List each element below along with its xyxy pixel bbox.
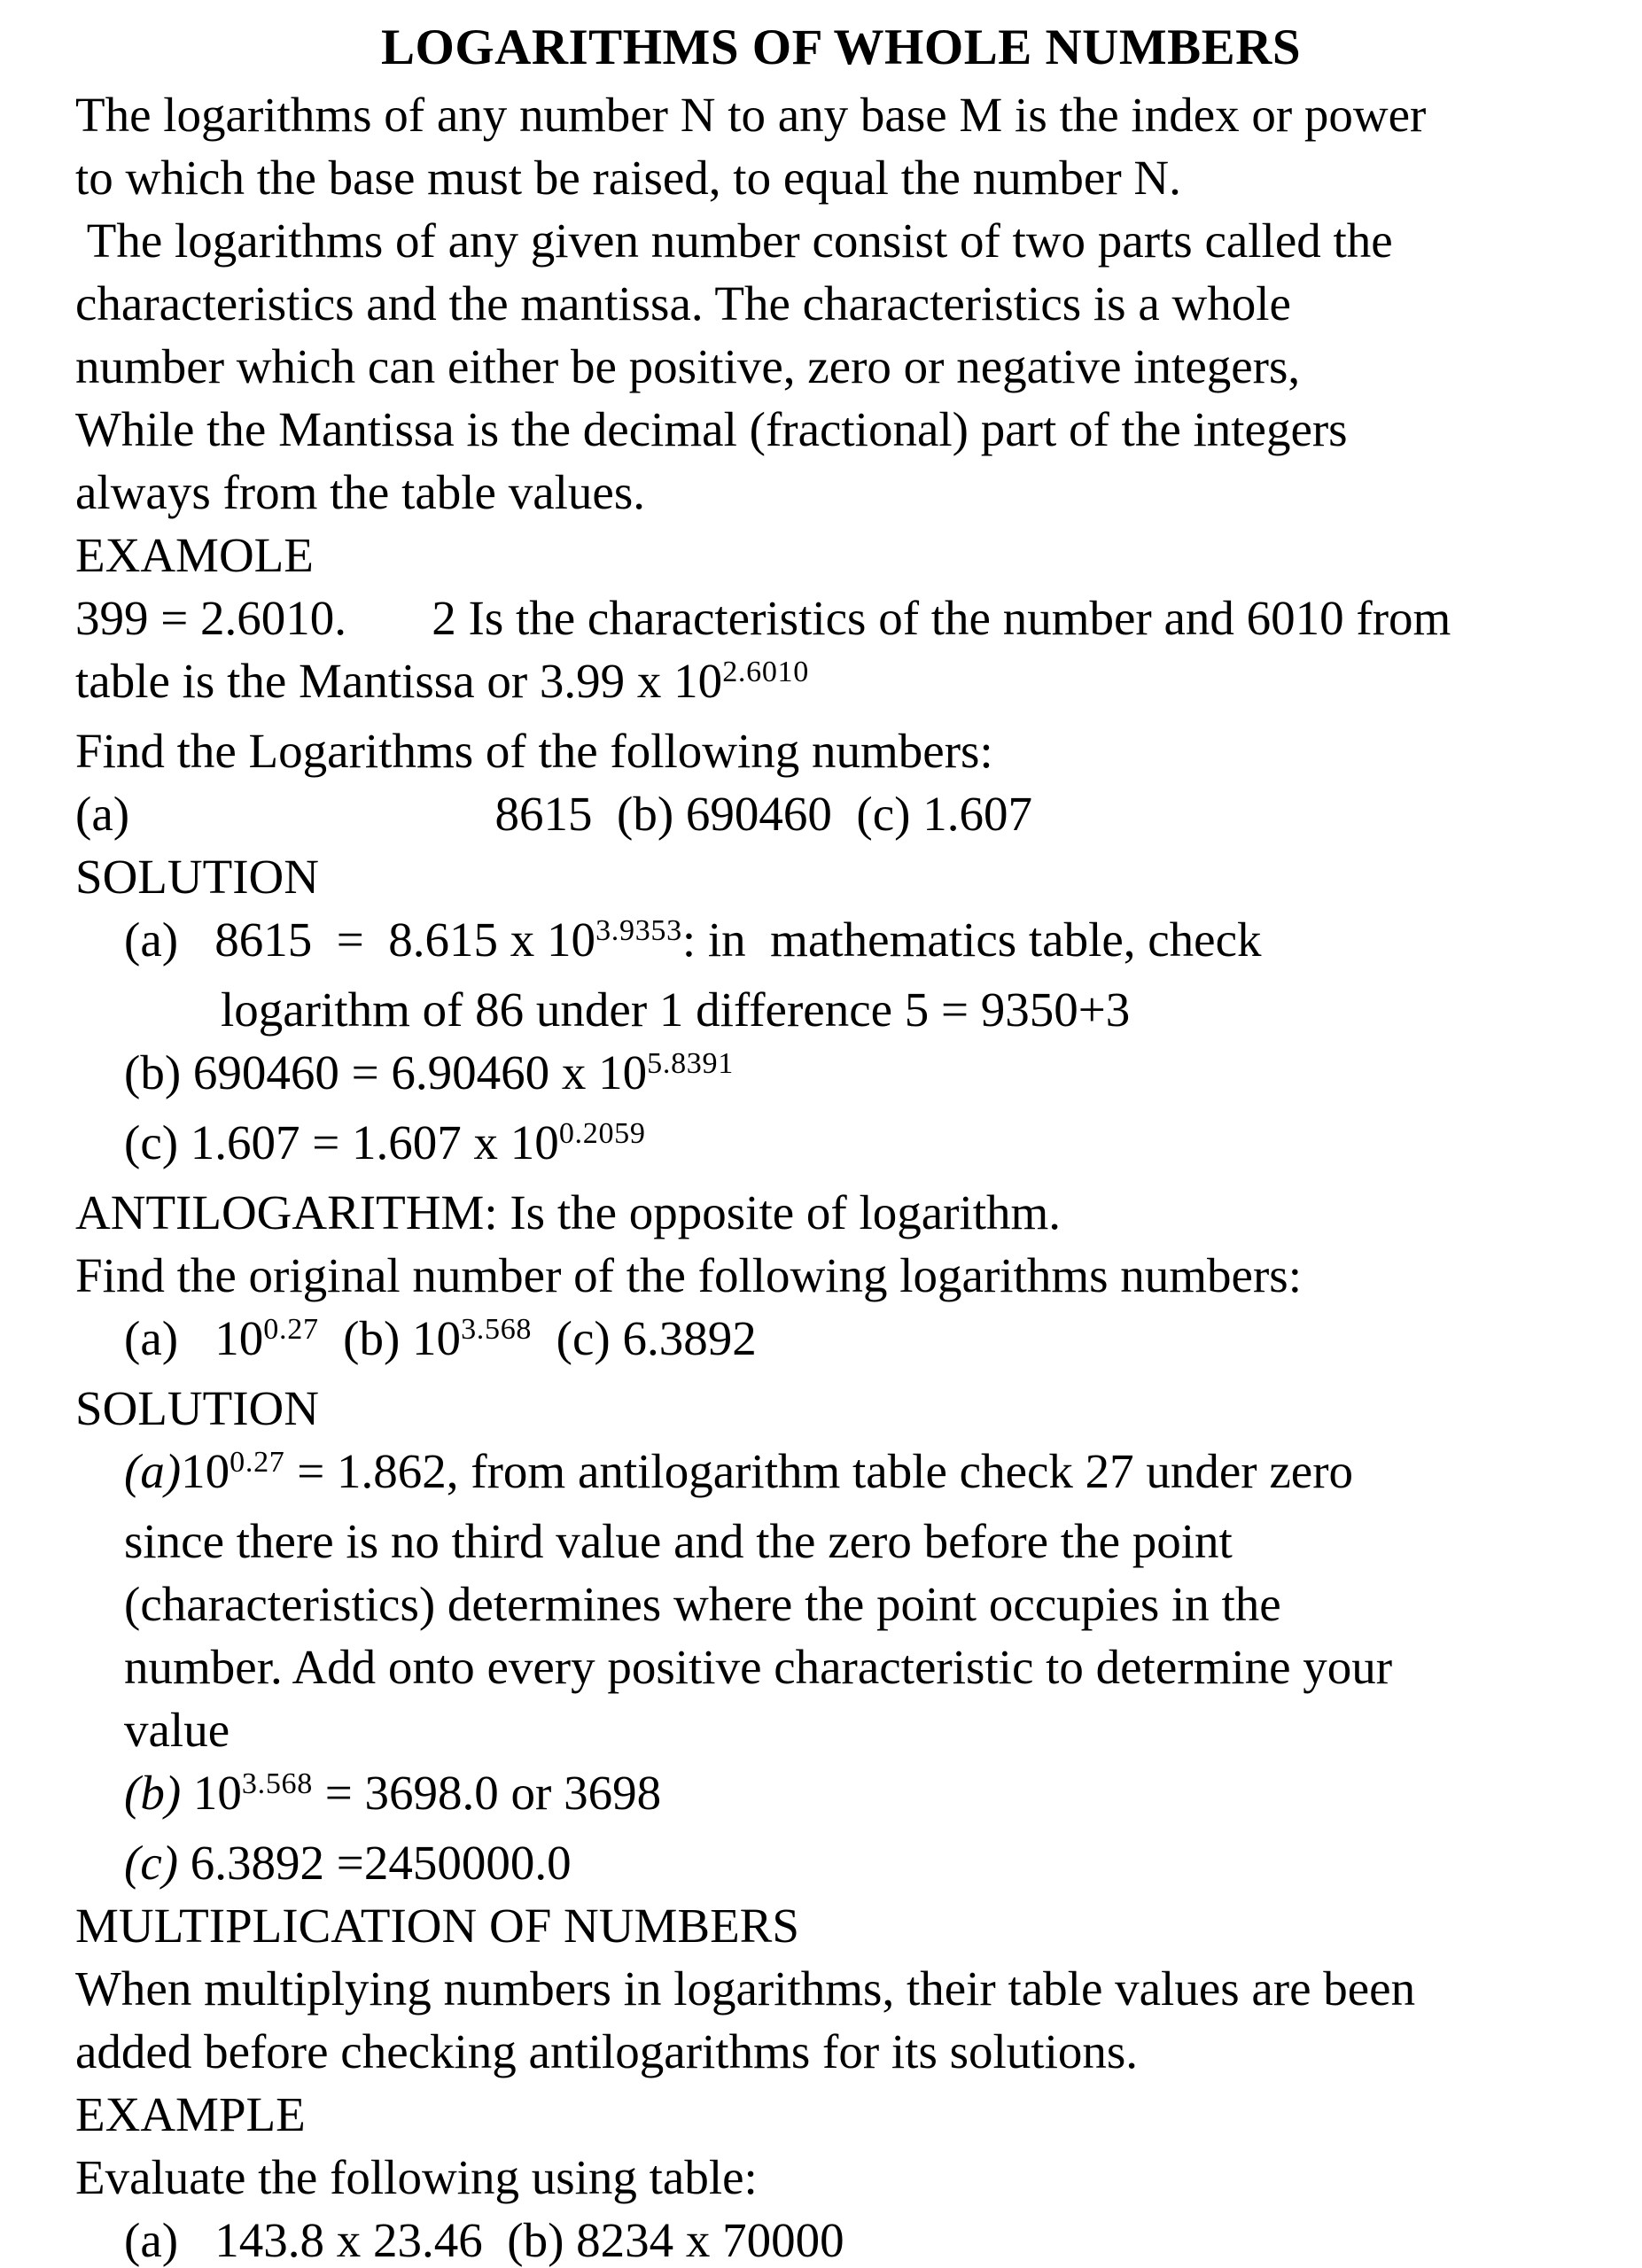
task-line: [75, 1244, 1607, 1307]
text-segment: table is the Mantissa or 3.99 x 10: [75, 654, 723, 708]
problem-list: [75, 1307, 1607, 1377]
solution-item-a-cont: [75, 1573, 1607, 1635]
text-segment: (a) 143.8 x 23.46 (b) 8234 x 70000: [124, 2213, 844, 2267]
document-body: [75, 83, 1607, 2268]
solution-item-b: [75, 1761, 1607, 1831]
text-segment: EXAMOLE: [75, 528, 314, 582]
text-segment: When multiplying numbers in logarithms, their table values are been: [75, 1961, 1416, 2016]
intro-line: [75, 209, 1607, 272]
text-segment: (a) 8615 (b) 690460 (c) 1.607: [75, 787, 1032, 841]
text-segment: to which the base must be raised, to equal the number N.: [75, 151, 1181, 205]
heading-solution: [75, 845, 1607, 908]
heading-multiplication: [75, 1894, 1607, 1957]
heading-example: [75, 2083, 1607, 2146]
superscript-exponent: 3.568: [461, 1313, 533, 1347]
solution-item-a-cont: [75, 1635, 1607, 1698]
body-line: [75, 1957, 1607, 2020]
text-segment: SOLUTION: [75, 1381, 319, 1435]
solution-item-a: [75, 908, 1607, 978]
text-segment: The logarithms of any number N to any base M is the index or power: [75, 88, 1427, 142]
text-segment: (characteristics) determines where the point occupies in the: [124, 1577, 1281, 1631]
text-segment: 10: [192, 1766, 242, 1820]
text-segment: 10: [181, 1444, 230, 1498]
text-segment: since there is no third value and the zero before the point: [124, 1514, 1233, 1568]
example-line: [75, 649, 1607, 719]
heading-solution: [75, 1377, 1607, 1440]
problem-list: [75, 2209, 1607, 2268]
solution-item-a-cont: [75, 978, 1607, 1041]
superscript-exponent: 3.9353: [595, 914, 682, 948]
text-segment: characteristics and the mantissa. The characteristics is a whole: [75, 276, 1291, 330]
text-segment: : in mathematics table, check: [681, 913, 1262, 967]
solution-item-a-cont: [75, 1510, 1607, 1573]
text-segment: (b) 690460 = 6.90460 x 10: [124, 1045, 648, 1099]
superscript-exponent: 0.27: [263, 1313, 319, 1347]
text-segment: (a) 8615 = 8.615 x 10: [124, 913, 596, 967]
intro-line: [75, 398, 1607, 461]
text-segment: ANTILOGARITHM: Is the opposite of logarithm.: [75, 1185, 1062, 1239]
intro-line: [75, 83, 1607, 146]
text-segment: added before checking antilogarithms for its solutions.: [75, 2024, 1139, 2078]
text-segment: 6.3892 =2450000.0: [190, 1836, 572, 1890]
text-segment: Find the original number of the following logarithms numbers:: [75, 1248, 1302, 1302]
body-line: [75, 2020, 1607, 2083]
solution-item-a-cont: [75, 1698, 1607, 1761]
superscript-exponent: 2.6010: [722, 656, 809, 689]
solution-item-a: [75, 1440, 1607, 1510]
text-segment: (a): [124, 1444, 182, 1498]
text-segment: (b): [124, 1766, 193, 1820]
text-segment: (c) 6.3892: [532, 1311, 757, 1365]
text-segment: (b) 10: [318, 1311, 462, 1365]
text-segment: (c): [124, 1836, 191, 1890]
heading-antilogarithm: [75, 1181, 1607, 1244]
text-segment: number which can either be positive, zero or negative integers,: [75, 339, 1301, 393]
text-segment: number. Add onto every positive characteristic to determine your: [124, 1640, 1393, 1694]
text-segment: Evaluate the following using table:: [75, 2150, 758, 2204]
text-segment: (a) 10: [124, 1311, 264, 1365]
text-segment: value: [124, 1703, 230, 1757]
text-segment: logarithm of 86 under 1 difference 5 = 9350+3: [221, 983, 1131, 1037]
text-segment: EXAMPLE: [75, 2087, 306, 2141]
superscript-exponent: 0.27: [230, 1446, 285, 1480]
problem-list: [75, 782, 1607, 845]
text-segment: MULTIPLICATION OF NUMBERS: [75, 1899, 799, 1953]
text-segment: = 1.862, from antilogarithm table check 27 under zero: [284, 1444, 1354, 1498]
text-segment: (c) 1.607 = 1.607 x 10: [124, 1115, 559, 1169]
text-segment: always from the table values.: [75, 465, 645, 519]
task-line: [75, 719, 1607, 782]
intro-line: [75, 335, 1607, 398]
solution-item-b: [75, 1041, 1607, 1111]
text-segment: 399 = 2.6010. 2 Is the characteristics of the number and 6010 from: [75, 591, 1451, 645]
task-line: [75, 2146, 1607, 2209]
intro-line: [75, 272, 1607, 335]
example-line: [75, 586, 1607, 649]
text-segment: The logarithms of any given number consist of two parts called the: [75, 214, 1393, 268]
superscript-exponent: 5.8391: [647, 1047, 734, 1081]
page-title: LOGARITHMS OF WHOLE NUMBERS: [380, 19, 1302, 75]
intro-line: [75, 146, 1607, 209]
intro-line: [75, 461, 1607, 524]
text-segment: While the Mantissa is the decimal (fractional) part of the integers: [75, 402, 1348, 456]
solution-item-c: [75, 1111, 1607, 1181]
solution-item-c: [75, 1831, 1607, 1894]
text-segment: Find the Logarithms of the following numbers:: [75, 724, 993, 778]
heading-examole: [75, 524, 1607, 586]
superscript-exponent: 0.2059: [558, 1117, 646, 1151]
text-segment: SOLUTION: [75, 850, 319, 904]
superscript-exponent: 3.568: [241, 1767, 313, 1801]
text-segment: = 3698.0 or 3698: [312, 1766, 662, 1820]
